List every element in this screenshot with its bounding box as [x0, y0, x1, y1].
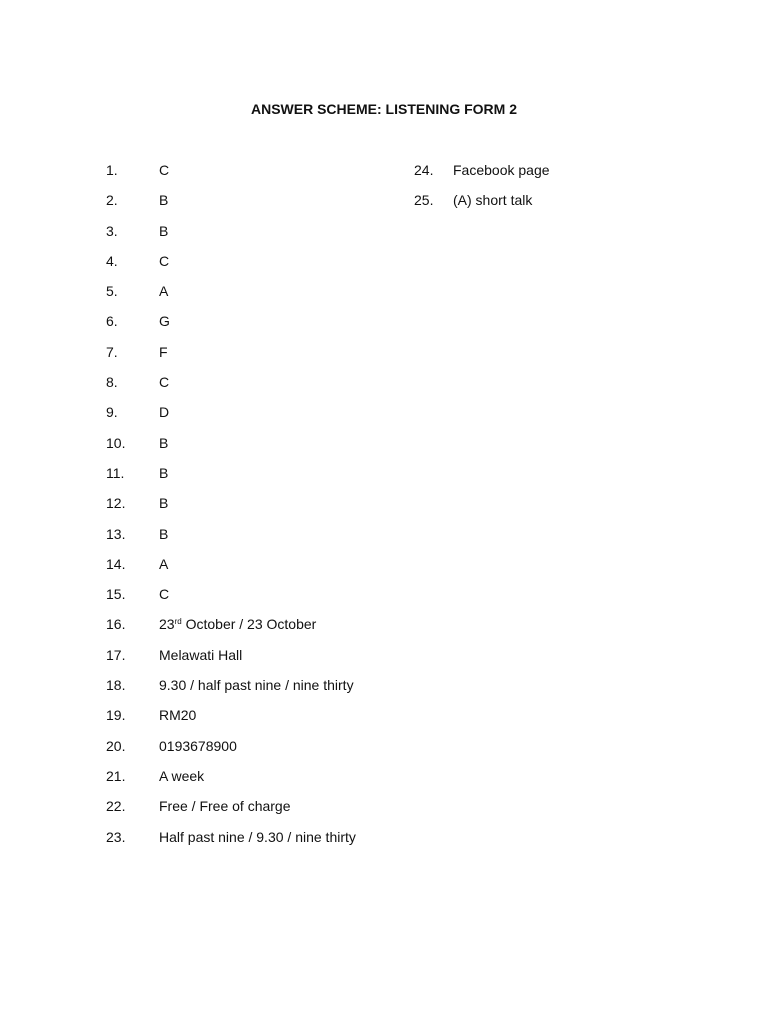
question-number: 9.: [106, 404, 118, 421]
answer-text: A: [159, 283, 169, 300]
question-number: 10.: [106, 434, 126, 451]
answer-text: B: [159, 525, 169, 542]
answer-text: F: [159, 343, 168, 360]
answer-text: [159, 614, 316, 635]
answer-text: Free / Free of charge: [159, 798, 291, 815]
question-number: 23.: [106, 828, 126, 845]
answer-text: B: [159, 495, 169, 512]
answer-text: A: [159, 555, 169, 572]
answer-text: G: [159, 313, 170, 330]
question-number: 17.: [106, 646, 126, 663]
question-number: 11.: [106, 464, 125, 481]
question-number: 16.: [106, 616, 126, 633]
answer-text: B: [159, 464, 169, 481]
answer-text: Facebook page: [453, 162, 550, 178]
question-number: 18.: [106, 677, 126, 694]
answer-text: C: [159, 374, 170, 391]
answer-rest: October / 23 October: [181, 616, 317, 633]
question-number: 5.: [106, 283, 118, 300]
question-number: 6.: [106, 313, 118, 330]
question-number: 4.: [106, 252, 118, 269]
question-number: 19.: [106, 707, 126, 724]
ordinal-suffix: rd: [174, 617, 182, 627]
answer-text: B: [159, 192, 169, 209]
answer-text: C: [159, 586, 170, 603]
question-number: 8.: [106, 374, 118, 391]
answer-text: B: [159, 434, 169, 451]
question-number: 7.: [106, 343, 118, 360]
question-number: 15.: [106, 586, 126, 603]
answer-text: A week: [159, 767, 205, 784]
answer-text: 0193678900: [159, 737, 237, 754]
answer-text: B: [159, 222, 169, 239]
question-number: 3.: [106, 222, 118, 239]
question-number: 13.: [106, 525, 126, 542]
question-number: 22.: [106, 798, 126, 815]
answer-text: 9.30 / half past nine / nine thirty: [159, 677, 354, 694]
answer-text: C: [159, 162, 170, 178]
answer-text: (A) short talk: [453, 192, 533, 209]
answer-text: Half past nine / 9.30 / nine thirty: [159, 828, 356, 845]
answer-text: RM20: [159, 707, 197, 724]
answer-text: C: [159, 252, 170, 269]
question-number: 12.: [106, 495, 126, 512]
question-number: 2.: [106, 192, 118, 209]
question-number: 14.: [106, 555, 126, 572]
question-number: 25.: [414, 192, 434, 209]
question-number: 1.: [106, 162, 118, 178]
answer-text: D: [159, 404, 170, 421]
question-number: 24.: [414, 162, 434, 178]
answer-day: 23: [159, 616, 175, 633]
page-title: ANSWER SCHEME: LISTENING FORM 2: [250, 101, 517, 117]
question-number: 20.: [106, 737, 126, 754]
question-number: 21.: [106, 767, 126, 784]
answer-text: Melawati Hall: [159, 646, 243, 663]
